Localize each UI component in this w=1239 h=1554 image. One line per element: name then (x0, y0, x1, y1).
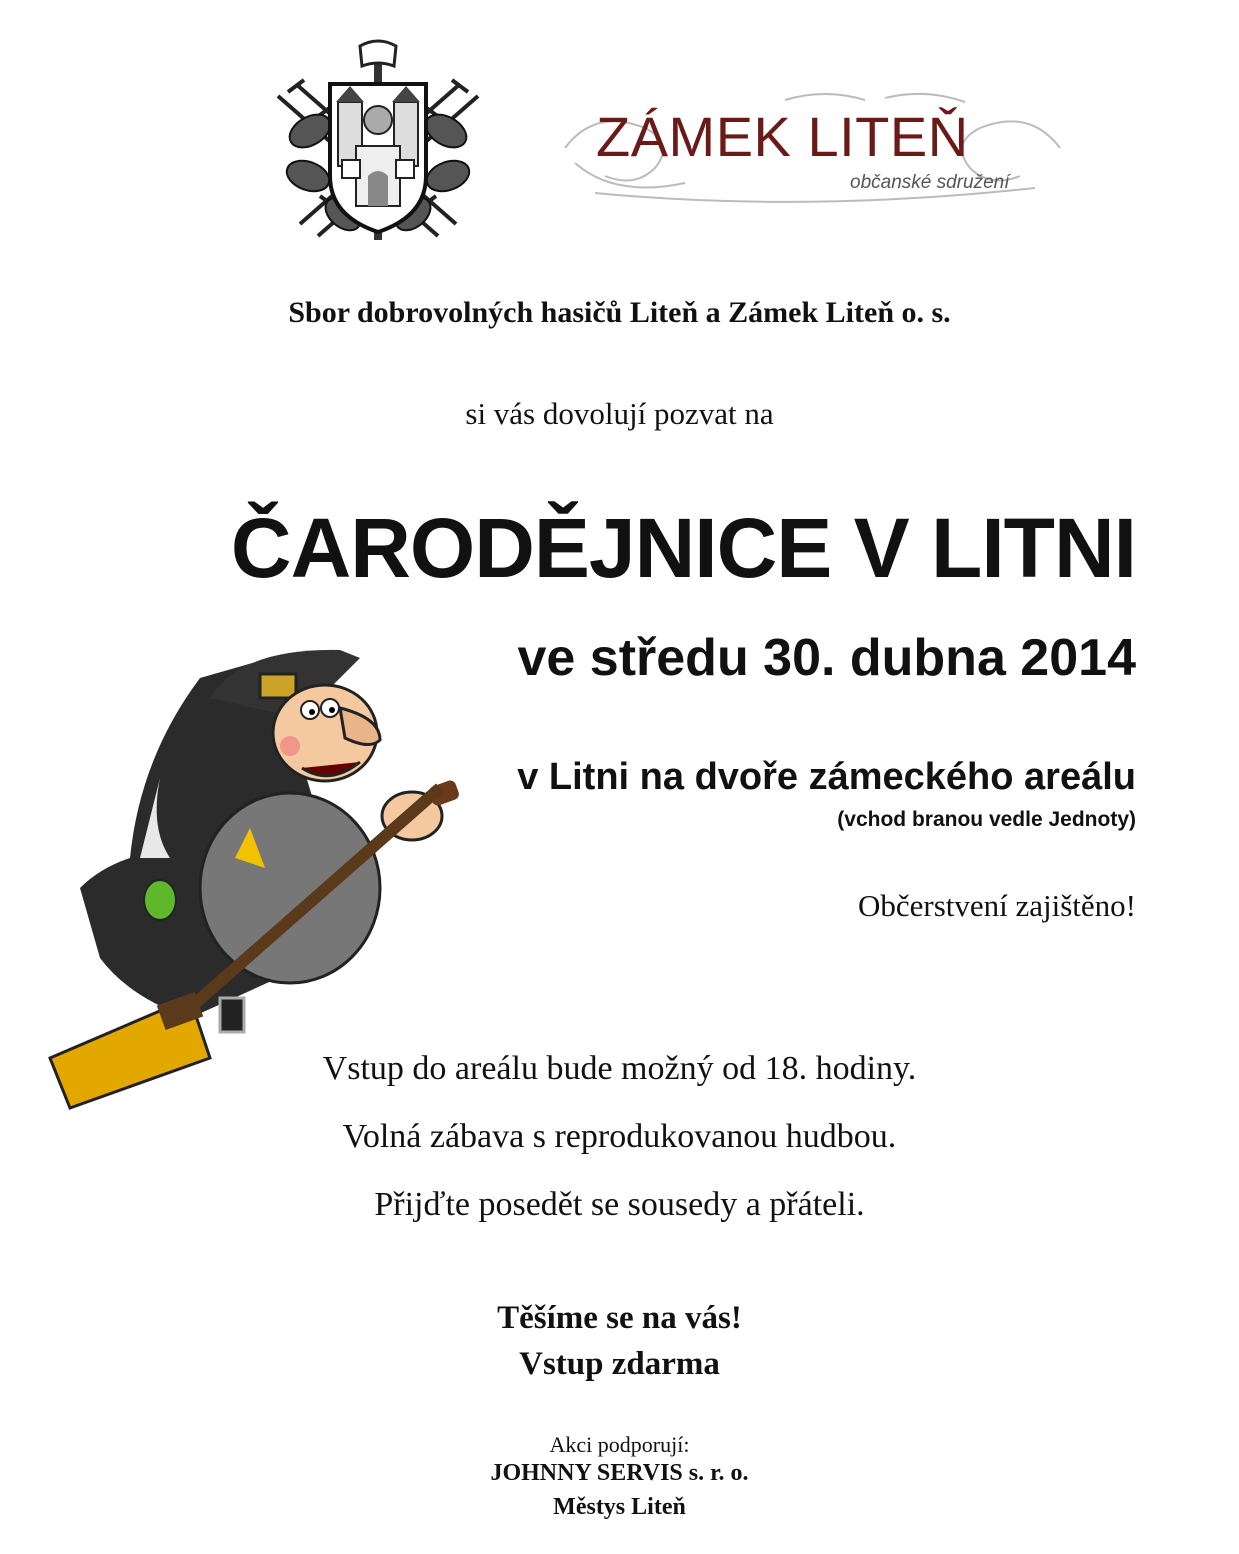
support-label: Akci podporují: (549, 1432, 690, 1457)
detail-line: Volná zábava s reprodukovanou hudbou. (342, 1118, 897, 1155)
event-title: ČARODĚJNICE V LITNI (230, 501, 1136, 595)
invite-text: si vás dovolují pozvat na (465, 396, 774, 431)
zamek-logo-subtitle: občanské sdružení (850, 172, 1010, 193)
location-note: (vchod branou vedle Jednoty) (837, 808, 1136, 831)
free-admission: Vstup zdarma (519, 1346, 720, 1382)
event-date: ve středu 30. dubna 2014 (517, 629, 1136, 687)
witch-on-broom-icon (40, 638, 470, 1118)
organizers-heading: Sbor dobrovolných hasičů Liteň a Zámek Liteň o. s. (288, 296, 951, 329)
closing-greeting: Těšíme se na vás! (497, 1300, 742, 1336)
event-location: v Litni na dvoře zámeckého areálu (517, 756, 1136, 798)
detail-line: Vstup do areálu bude možný od 18. hodiny. (322, 1050, 917, 1087)
zamek-logo-title: ZÁMEK LITEŇ (596, 105, 969, 168)
detail-line: Přijďte posedět se sousedy a přáteli. (374, 1186, 865, 1223)
fire-brigade-emblem-icon (268, 36, 488, 242)
refreshments-note: Občerstvení zajištěno! (857, 888, 1136, 923)
sponsor-item: Městys Liteň (553, 1494, 686, 1520)
sponsor-item: JOHNNY SERVIS s. r. o. (490, 1460, 749, 1486)
